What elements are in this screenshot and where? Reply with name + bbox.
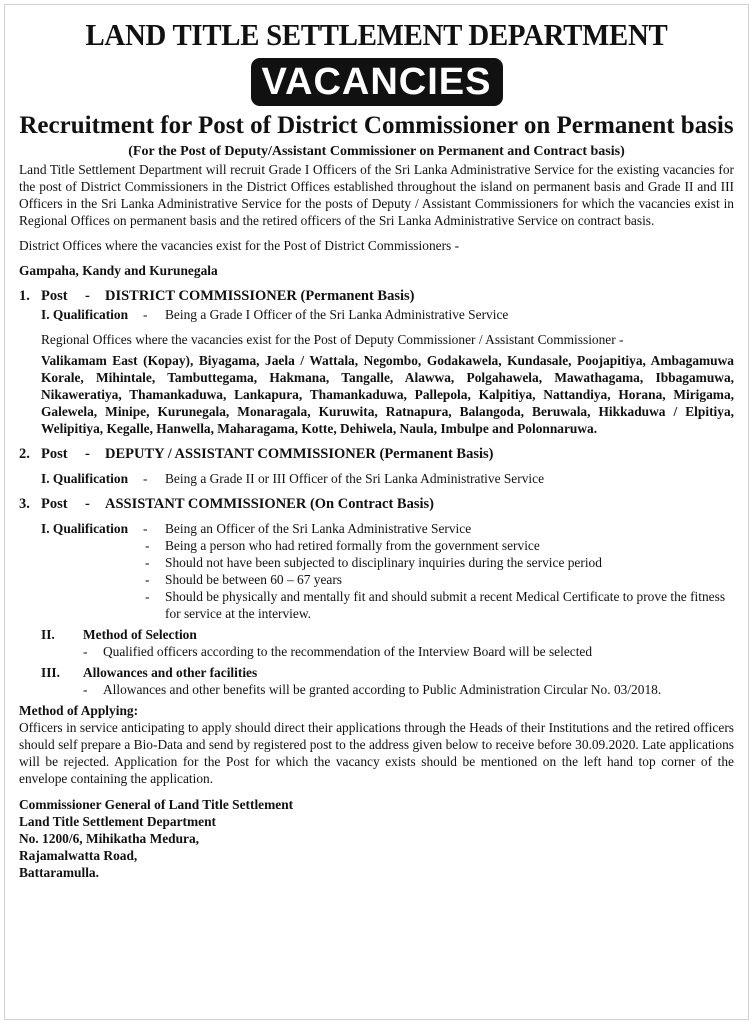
post-basis: (Permanent Basis): [379, 446, 494, 462]
section-title: Method of Selection: [83, 627, 197, 642]
method-of-selection-item: [83, 643, 734, 660]
advertisement: [19, 16, 734, 881]
post-basis: (On Contract Basis): [309, 496, 434, 512]
qualification-dash: -: [143, 307, 148, 322]
bullet-dash: -: [145, 555, 150, 570]
district-offices-intro: District Offices where the vacancies exist for the Post of District Commissioners -: [19, 238, 460, 253]
post-number: 2.: [19, 446, 30, 462]
qualification-label: I. Qualification: [41, 521, 129, 536]
qualification-bullet: [145, 537, 734, 554]
bullet-text: Should not have been subjected to disciplinary inquiries during the service period: [165, 555, 602, 570]
address-line: Rajamalwatta Road,: [19, 848, 138, 863]
post-name: ASSISTANT COMMISSIONER: [105, 496, 307, 512]
qualification-bullet: [145, 588, 734, 622]
address-line: No. 1200/6, Mihikatha Medura,: [19, 831, 200, 846]
bullet-text: Should be physically and mentally fit and should submit a recent Medical Certificate to prove the fitness for service at the interview.: [165, 589, 726, 621]
section-number: II.: [41, 627, 55, 642]
qualification-text: Being a Grade II or III Officer of the Sri Lanka Administrative Service: [165, 471, 545, 486]
qualification-label: I. Qualification: [41, 471, 129, 486]
post-word: Post: [41, 446, 68, 462]
allowances-item: [83, 681, 734, 698]
department-title: LAND TITLE SETTLEMENT DEPARTMENT: [85, 17, 668, 52]
bullet-text: Should be between 60 – 67 years: [165, 572, 343, 587]
bullet-dash: -: [145, 538, 150, 553]
address-line: Battaramulla.: [19, 865, 99, 880]
post-2-qualification: [41, 470, 734, 487]
qualification-dash: -: [143, 521, 148, 536]
bullet-text: Being a person who had retired formally from the government service: [165, 538, 540, 553]
post-name: DEPUTY / ASSISTANT COMMISSIONER: [105, 446, 376, 462]
post-dash: -: [85, 288, 90, 304]
qualification-text: Being an Officer of the Sri Lanka Administrative Service: [165, 521, 472, 536]
post-basis: (Permanent Basis): [300, 288, 415, 304]
vacancies-banner: VACANCIES: [251, 58, 503, 106]
qualification-bullet: [145, 554, 734, 571]
recruitment-title: Recruitment for Post of District Commissioner on Permanent basis: [19, 112, 734, 139]
section-number: III.: [41, 665, 60, 680]
bullet-dash: -: [145, 572, 150, 587]
section-title: Allowances and other facilities: [83, 665, 258, 680]
bullet-dash: -: [145, 589, 150, 604]
address-line: Land Title Settlement Department: [19, 814, 216, 829]
section-text: Allowances and other benefits will be granted according to Public Administration Circular No. 03/2018.: [103, 682, 662, 697]
allowances-heading: [41, 664, 734, 681]
qualification-bullet: [145, 571, 734, 588]
intro-paragraph: Land Title Settlement Department will recruit Grade I Officers of the Sri Lanka Administrative Service for the existing vacancies for the post of District Commissioners in the District Offices established throughout the island on permanent basis and Grade II and III Officers in the Sri Lanka Administrative Service for the posts of Deputy / Assistant Commissioners for which the vacancies exist in Regional Offices on permanent basis and the retired officers of the Sri Lanka Administrative Service on contract basis.: [19, 162, 734, 228]
banner-wrap: [19, 58, 734, 106]
section-text: Qualified officers according to the recommendation of the Interview Board will be selected: [103, 644, 593, 659]
post-word: Post: [41, 496, 68, 512]
method-of-applying-text: Officers in service anticipating to apply should direct their applications through the Heads of their Institutions and the retired officers should self prepare a Bio-Data and send by registered post to the address given below to receive before 30.09.2020. Late applications will be rejected. Application for the Post for which the vacancy exists should be mentioned on the left hand top corner of the envelope containing the application.: [19, 720, 734, 786]
post-word: Post: [41, 288, 68, 304]
qualification-label: I. Qualification: [41, 307, 129, 322]
post-2-heading: [19, 445, 734, 464]
regional-offices-list: Valikamam East (Kopay), Biyagama, Jaela / Wattala, Negombo, Godakawela, Kundasale, Poojapitiya, Ambagamuwa Korale, Mihintale, Tambuttegama, Hakmana, Tangalle, Alawwa, Polgahawela, Mawathagama, Ibbagamuwa, Nikaweratiya, Thamankaduwa, Lankapura, Thamankaduwa, Pallepola, Kalpitiya, Nattandiya, Horana, Mirigama, Galewela, Minipe, Kurunegala, Monaragala, Kuruwita, Ratnapura, Balangoda, Beruwala, Hikkaduwa / Elpitiya, Welipitiya, Kegalle, Hanwella, Maharagama, Kotte, Dehiwela, Naula, Imbulpe and Polonnaruwa.: [41, 353, 734, 436]
post-dash: -: [85, 446, 90, 462]
qualification-dash: -: [143, 471, 148, 486]
district-offices-list: Gampaha, Kandy and Kurunegala: [19, 263, 218, 278]
post-3-qualification: [41, 520, 734, 537]
recruitment-note: (For the Post of Deputy/Assistant Commissioner on Permanent and Contract basis): [128, 144, 625, 159]
bullet-dash: -: [83, 682, 88, 697]
post-1-qualification: [41, 306, 734, 323]
post-3-heading: [19, 495, 734, 514]
method-of-selection-heading: [41, 626, 734, 643]
post-1-heading: [19, 287, 734, 306]
address-block: [19, 796, 734, 881]
qualification-text: Being a Grade I Officer of the Sri Lanka Administrative Service: [165, 307, 509, 322]
method-of-applying-title: Method of Applying:: [19, 703, 139, 718]
address-line: Commissioner General of Land Title Settlement: [19, 797, 294, 812]
post-name: DISTRICT COMMISSIONER: [105, 288, 297, 304]
regional-offices-intro: Regional Offices where the vacancies exist for the Post of Deputy Commissioner / Assistant Commissioner -: [41, 332, 624, 347]
bullet-dash: -: [83, 644, 88, 659]
post-dash: -: [85, 496, 90, 512]
post-number: 3.: [19, 496, 30, 512]
post-number: 1.: [19, 288, 30, 304]
